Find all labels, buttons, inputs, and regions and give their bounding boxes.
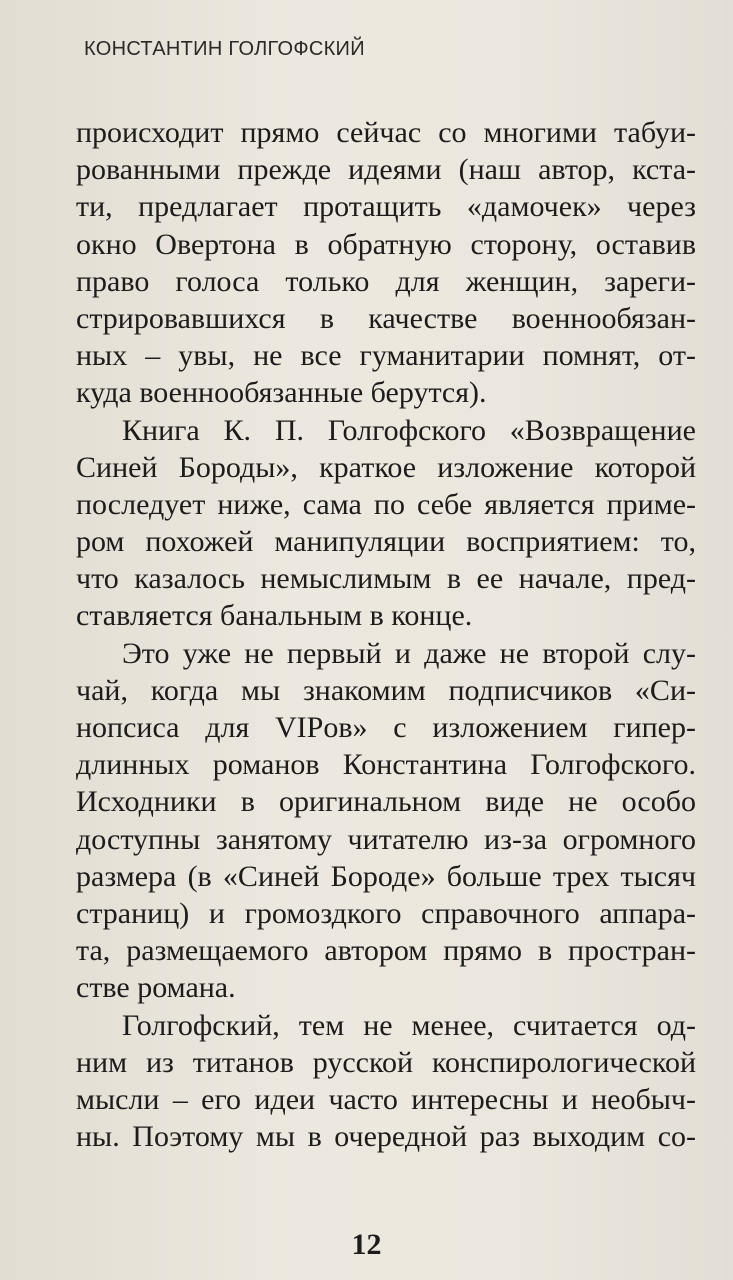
page-number: 12	[351, 1228, 382, 1261]
paragraph-first-line: Это уже не первый и даже не второй слу-	[122, 636, 696, 670]
text-line: стрировавшихся в качестве военнообязан-	[76, 301, 696, 335]
text-line: стве романа.	[76, 971, 236, 1005]
text-line: ных – увы, не все гуманитарии помнят, от-	[76, 339, 696, 373]
text-line: куда военнообязанные берутся).	[76, 376, 487, 410]
text-line: ставляется банальным в конце.	[76, 599, 473, 633]
text-line: право голоса только для женщин, зареги-	[76, 264, 696, 298]
text-line: рованными прежде идеями (наш автор, кста-	[76, 153, 696, 187]
text-line: доступны занятому читателю из-за огромного	[76, 822, 696, 856]
text-line: что казалось немыслимым в ее начале, пред-	[76, 562, 696, 596]
text-line: Исходники в оригинальном виде не особо	[76, 785, 696, 819]
text-line: мысли – его идеи часто интересны и необыч-	[76, 1082, 696, 1116]
text-line: чай, когда мы знакомим подписчиков «Си-	[76, 673, 696, 707]
body-text	[76, 114, 696, 1155]
text-line: ним из титанов русской конспирологической	[76, 1045, 696, 1079]
text-line: происходит прямо сейчас со многими табуи-	[76, 116, 696, 149]
text-line: ны. Поэтому мы в очередной раз выходим со-	[76, 1120, 696, 1154]
paragraph-first-line: Книга К. П. Голгофского «Возвращение	[122, 413, 696, 447]
text-line: страниц) и громоздкого справочного аппара-	[76, 896, 696, 930]
text-line: та, размещаемого автором прямо в простран-	[76, 934, 696, 968]
running-head: КОНСТАНТИН ГОЛГОФСКИЙ	[84, 38, 365, 60]
text-line: Синей Бороды», краткое изложение которой	[76, 450, 696, 484]
text-line: ти, предлагает протащить «дамочек» через	[76, 190, 696, 224]
text-line: последует ниже, сама по себе является приме-	[76, 487, 696, 521]
text-line: длинных романов Константина Голгофского.	[76, 748, 696, 782]
paragraph-first-line: Голгофский, тем не менее, считается од-	[122, 1008, 696, 1042]
text-line: окно Овертона в обратную сторону, оставив	[76, 227, 696, 261]
text-line: нопсиса для VIPов» с изложением гипер-	[76, 711, 696, 744]
text-line: размера (в «Синей Бороде» больше трех тысяч	[76, 859, 696, 893]
text-line: ром похожей манипуляции восприятием: то,	[76, 525, 696, 559]
